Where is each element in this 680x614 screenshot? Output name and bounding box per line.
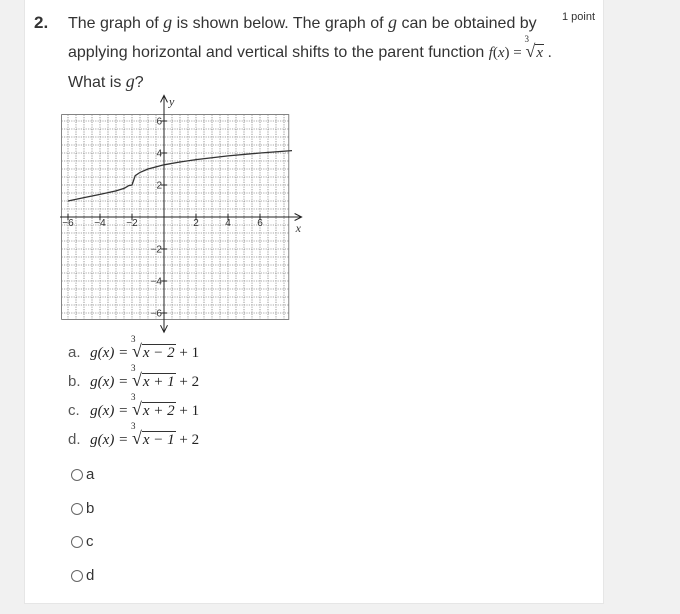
parent-function: f(x) = 3 √x . [488,34,552,61]
question-number: 2. [34,13,49,32]
y-tick-label: −4 [150,276,162,288]
option-label: d [86,567,95,584]
choice-b: b. g(x) = 3 √x + 1 + 2 [68,363,200,390]
radical-index: 3 [130,392,136,402]
radio-button[interactable] [71,469,83,481]
x-tick-label: 4 [225,218,231,229]
radical-index: 3 [130,421,136,431]
x-tick-label: 2 [193,218,199,229]
choice-tail: + 1 [179,403,200,419]
option-label: c [86,533,94,550]
radical-index: 3 [130,334,136,344]
radio-button[interactable] [71,536,83,548]
question-line-2: applying horizontal and vertical shifts to the parent function f(x) = 3 √x . [68,34,552,61]
option-label: b [86,500,95,517]
option-d[interactable] [71,567,94,584]
option-label: a [86,466,95,483]
choice-tail: + 2 [179,374,200,390]
y-tick-label: 2 [156,180,162,192]
choice-d: d. g(x) = 3 √x − 1 + 2 [68,421,200,448]
y-axis-label: y [169,94,175,109]
choice-lhs: g(x) = [90,374,129,390]
choice-label: a. [68,344,81,361]
radical-index: 3 [130,363,136,373]
y-tick-label: 4 [156,148,162,160]
points-label: 1 point [562,11,596,23]
x-tick-label: 6 [257,218,263,229]
choice-c: c. g(x) = 3 √x + 2 + 1 [68,392,200,419]
choice-label: d. [68,431,81,448]
question-line-1: The graph of g is shown below. The graph of g can be obtained by [68,12,537,32]
y-tick-label: −6 [150,308,162,320]
radio-button[interactable] [71,570,83,582]
choice-tail: + 1 [179,345,200,361]
y-tick-label: 6 [156,116,162,128]
option-a[interactable] [71,466,94,483]
question-line-3: What is g? [68,71,144,91]
choice-label: b. [68,373,81,390]
choice-label: c. [68,402,80,419]
choice-a: a. g(x) = 3 √x − 2 + 1 [68,334,200,361]
choice-lhs: g(x) = [90,432,129,448]
choice-lhs: g(x) = [90,345,129,361]
axes [60,95,302,332]
y-tick-label: −2 [150,244,162,256]
x-tick-label: −2 [126,218,138,229]
radicand: x + 1 [142,374,175,390]
radio-button[interactable] [71,503,83,515]
radicand: x + 2 [142,403,175,419]
choice-lhs: g(x) = [90,403,129,419]
x-tick-label: −6 [62,218,74,229]
choice-tail: + 2 [179,432,200,448]
radicand: x − 1 [142,432,175,448]
option-c[interactable] [71,533,94,550]
radicand: x − 2 [142,345,175,361]
coordinate-graph [60,92,320,342]
x-tick-label: −4 [94,218,106,229]
x-axis-label: x [295,221,301,235]
option-b[interactable] [71,500,94,517]
